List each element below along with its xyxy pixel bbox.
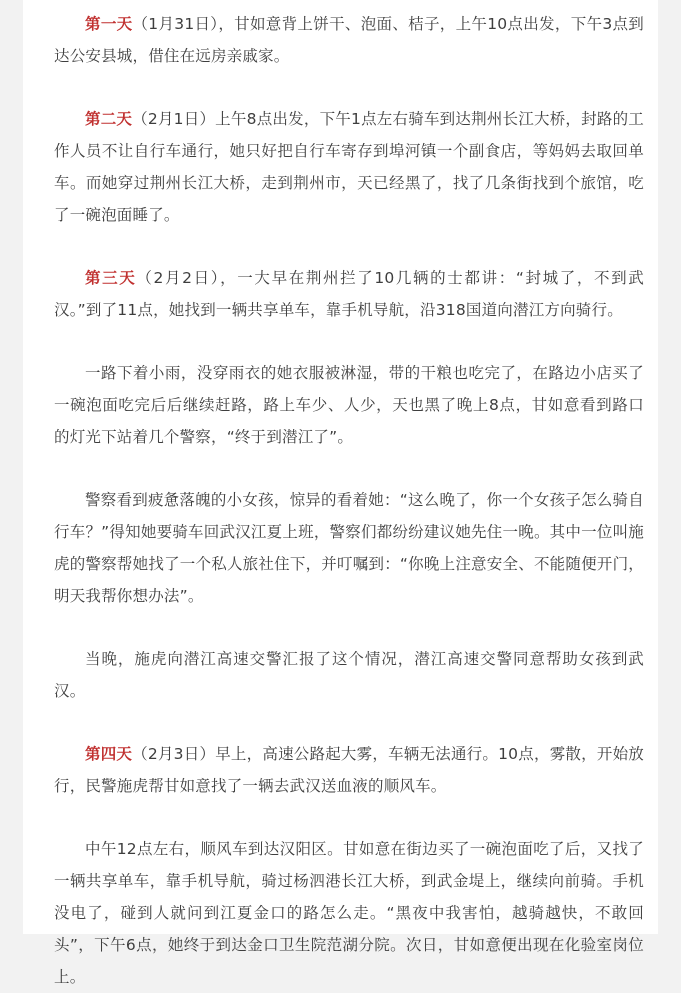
day-label: 第四天	[85, 745, 133, 763]
paragraph-report	[54, 643, 644, 707]
day-label: 第二天	[85, 110, 133, 128]
article-body	[54, 8, 644, 993]
paragraph-day-one	[54, 8, 644, 72]
paragraph-police	[54, 484, 644, 612]
paragraph-day-three	[54, 262, 644, 326]
paragraph-text: 中午12点左右，顺风车到达汉阳区。甘如意在街边买了一碗泡面吃了后，又找了一辆共享单车，靠手机导航，骑过杨泗港长江大桥，到武金堤上，继续向前骑。手机没电了，碰到人就问到江夏金口的路怎么走。“黑夜中我害怕，越骑越快，不敢回头”，下午6点，她终于到达金口卫生院范湖分院。次日，甘如意便出现在化验室岗位上。	[54, 840, 644, 986]
day-label: 第三天	[85, 269, 137, 287]
paragraph-text: 当晚，施虎向潜江高速交警汇报了这个情况，潜江高速交警同意帮助女孩到武汉。	[54, 650, 644, 700]
paragraph-day-two	[54, 103, 644, 231]
paragraph-text: （1月31日），甘如意背上饼干、泡面、桔子，上午10点出发，下午3点到达公安县城，借住在远房亲戚家。	[54, 15, 645, 65]
day-label: 第一天	[85, 15, 133, 33]
paragraph-text: 警察看到疲惫落魄的小女孩，惊异的看着她：“这么晚了，你一个女孩子怎么骑自行车？”得知她要骑车回武汉江夏上班，警察们都纷纷建议她先住一晚。其中一位叫施虎的警察帮她找了一个私人旅社住下，并叮嘱到：“你晚上注意安全、不能随便开门，明天我帮你想办法”。	[54, 491, 644, 605]
paragraph-arrival	[54, 833, 644, 993]
paragraph-text: （2月2日），一大早在荆州拦了10几辆的士都讲：“封城了，不到武汉。”到了11点，她找到一辆共享单车，靠手机导航，沿318国道向潜江方向骑行。	[54, 269, 644, 319]
article-page	[23, 0, 658, 986]
paragraph-day-four	[54, 738, 644, 802]
paragraph-rain	[54, 357, 644, 453]
paragraph-text: 一路下着小雨，没穿雨衣的她衣服被淋湿，带的干粮也吃完了，在路边小店买了一碗泡面吃完后后继续赶路，路上车少、人少，天也黑了晚上8点，甘如意看到路口的灯光下站着几个警察，“终于到潜江了”。	[54, 364, 644, 446]
paragraph-text: （2月1日）上午8点出发，下午1点左右骑车到达荆州长江大桥，封路的工作人员不让自行车通行，她只好把自行车寄存到埠河镇一个副食店，等妈妈去取回单车。而她穿过荆州长江大桥，走到荆州市，天已经黑了，找了几条街找到个旅馆，吃了一碗泡面睡了。	[54, 110, 644, 224]
paragraph-text: （2月3日）早上，高速公路起大雾，车辆无法通行。10点，雾散，开始放行，民警施虎帮甘如意找了一辆去武汉送血液的顺风车。	[54, 745, 644, 795]
